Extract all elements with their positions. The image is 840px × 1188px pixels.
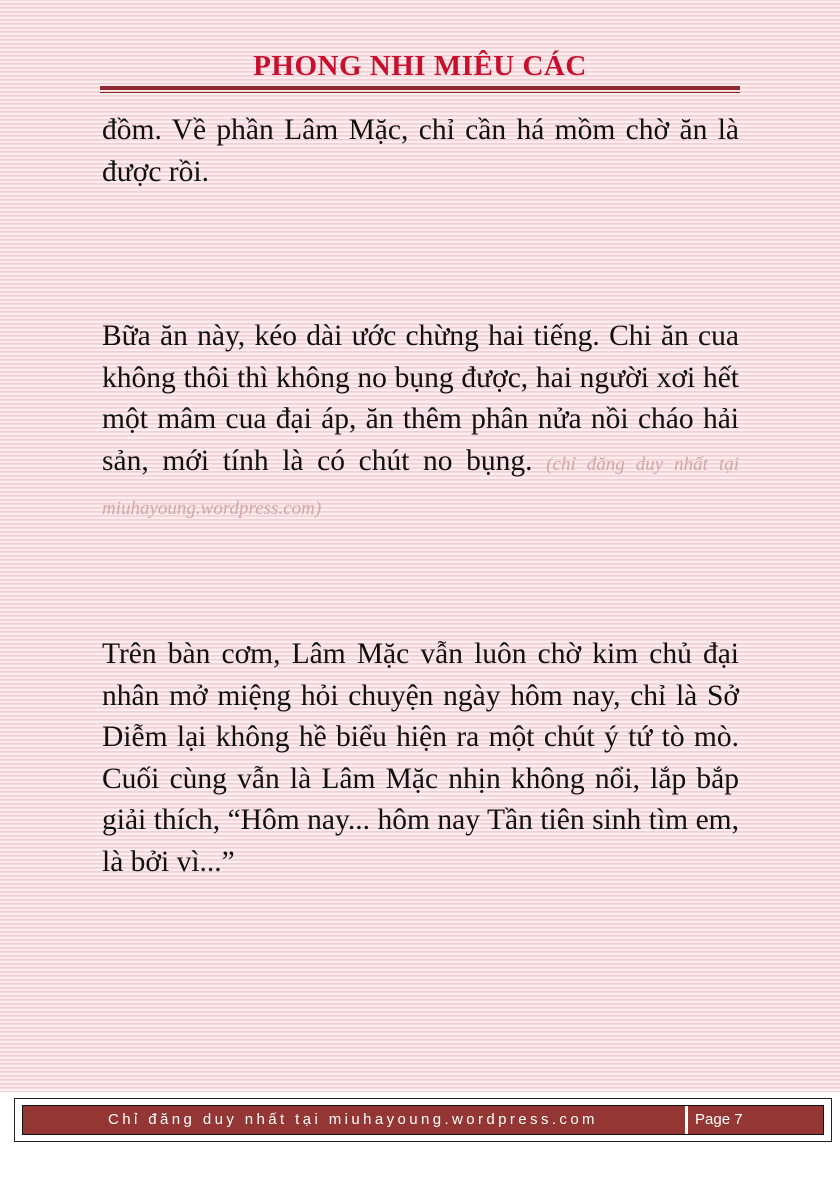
header-rule-thin <box>100 92 740 93</box>
page-footer <box>14 1098 832 1142</box>
inline-watermark: (chỉ đăng duy nhất tại miuhayoung.wordpress.com) <box>102 453 740 519</box>
body-paragraph-2 <box>102 316 739 530</box>
page-number: Page 7 <box>695 1111 743 1128</box>
footer-site-text: Chỉ đăng duy nhất tại miuhayoung.wordpress.com <box>108 1111 598 1128</box>
body-paragraph-3: Trên bàn cơm, Lâm Mặc vẫn luôn chờ kim chủ đại nhân mở miệng hỏi chuyện ngày hôm nay, chỉ là Sở Diễm lại không hề biểu hiện ra một chút ý tứ tò mò. Cuối cùng vẫn là Lâm Mặc nhịn không nổi, lắp bắp giải thích, “Hôm nay... hôm nay Tần tiên sinh tìm em, là bởi vì...” <box>102 638 739 878</box>
paragraph-2-text: Bữa ăn này, kéo dài ước chừng hai tiếng. Chi ăn cua không thôi thì không no bụng được, hai người xơi hết một mâm cua đại áp, ăn thêm phân nửa nồi cháo hải sản, mới tính là có chút no bụng. <box>102 320 739 477</box>
footer-bar <box>22 1105 824 1135</box>
body-paragraph-1: đồm. Về phần Lâm Mặc, chỉ cần há mồm chờ ăn là được rồi. <box>102 114 739 188</box>
page-header-title: PHONG NHI MIÊU CÁC <box>253 50 587 82</box>
header-rule <box>100 86 740 90</box>
